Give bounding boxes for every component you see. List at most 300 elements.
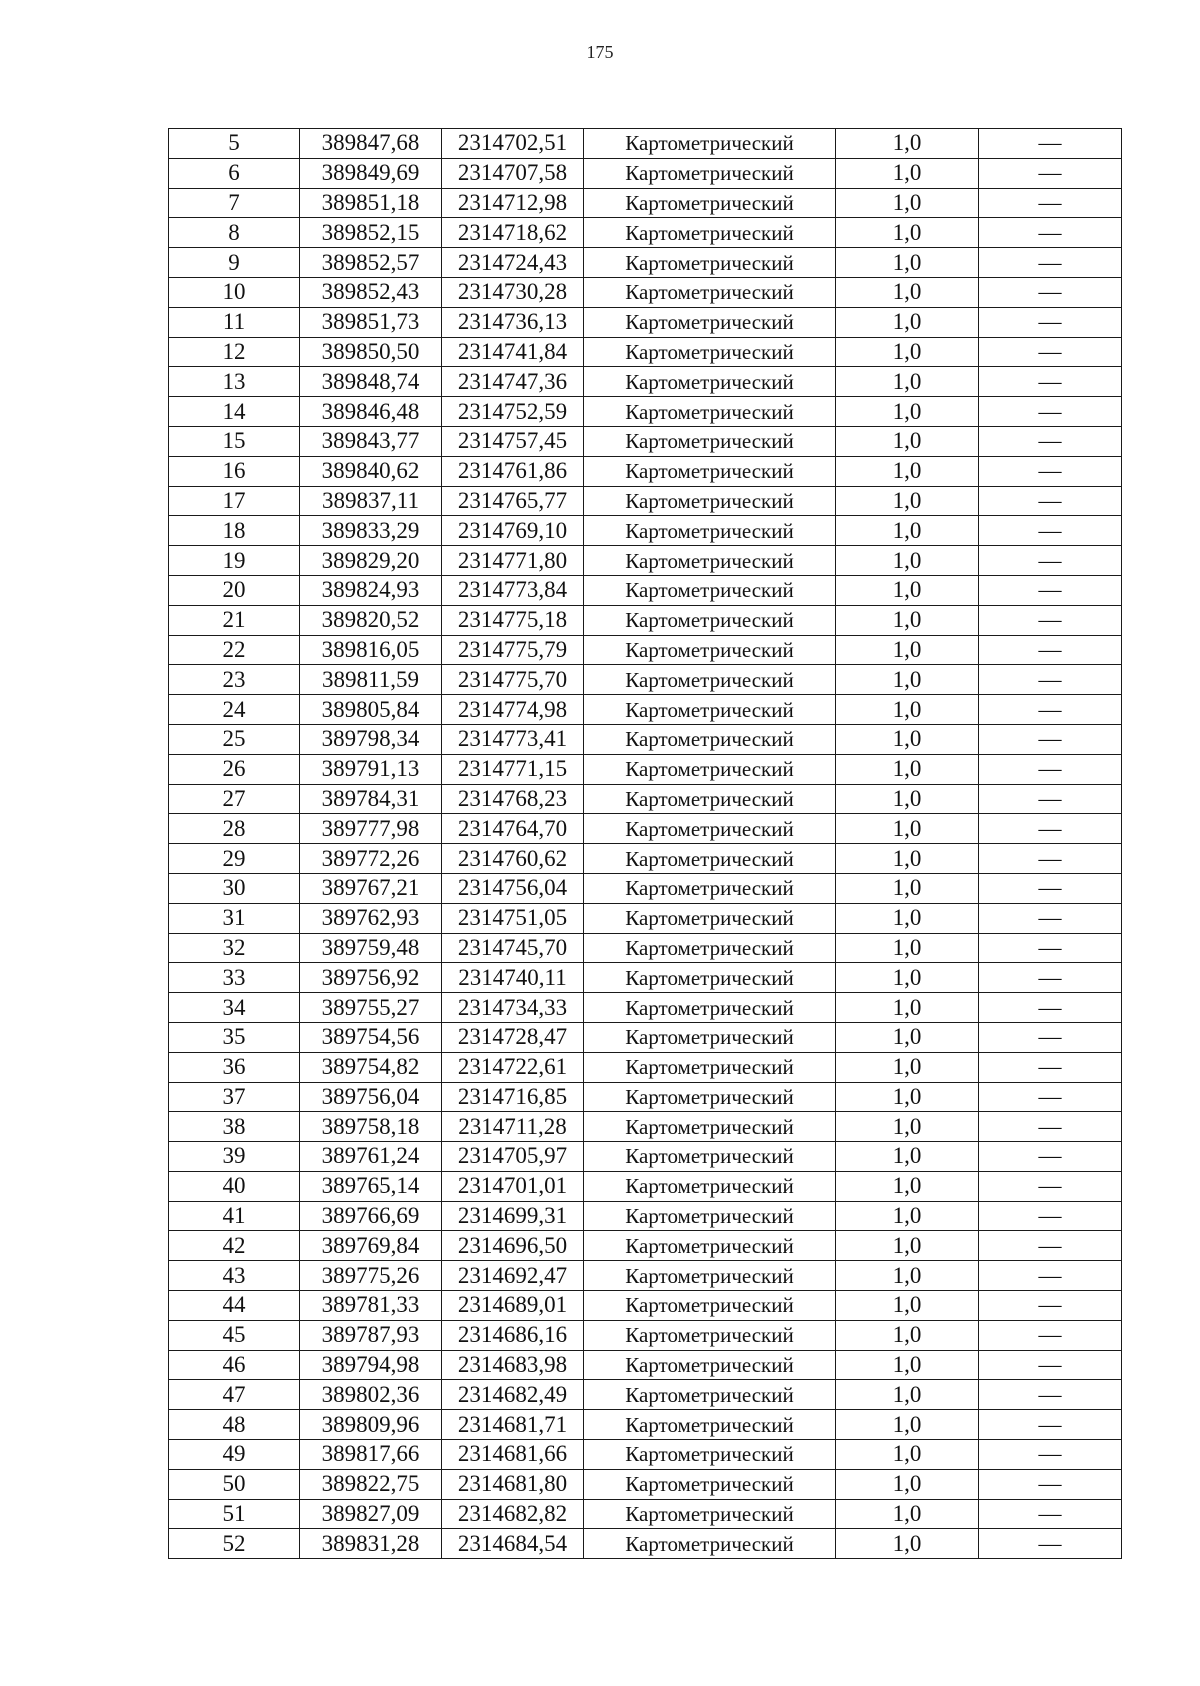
point-number-cell: 44 (169, 1291, 300, 1321)
x-coordinate-cell: 389781,33 (300, 1291, 442, 1321)
point-number-cell: 23 (169, 665, 300, 695)
method-cell: Картометрический (584, 575, 836, 605)
note-cell: — (979, 1350, 1122, 1380)
point-number-cell: 41 (169, 1201, 300, 1231)
x-coordinate-cell: 389756,92 (300, 963, 442, 993)
point-number-cell: 5 (169, 129, 300, 159)
accuracy-cell: 1,0 (836, 1052, 979, 1082)
note-cell: — (979, 367, 1122, 397)
x-coordinate-cell: 389802,36 (300, 1380, 442, 1410)
x-coordinate-cell: 389822,75 (300, 1469, 442, 1499)
method-cell: Картометрический (584, 307, 836, 337)
note-cell: — (979, 605, 1122, 635)
accuracy-cell: 1,0 (836, 873, 979, 903)
table-row (169, 635, 1122, 665)
accuracy-cell: 1,0 (836, 1261, 979, 1291)
note-cell: — (979, 1440, 1122, 1470)
note-cell: — (979, 665, 1122, 695)
x-coordinate-cell: 389848,74 (300, 367, 442, 397)
method-cell: Картометрический (584, 814, 836, 844)
accuracy-cell: 1,0 (836, 814, 979, 844)
note-cell: — (979, 397, 1122, 427)
method-cell: Картометрический (584, 844, 836, 874)
point-number-cell: 7 (169, 188, 300, 218)
note-cell: — (979, 695, 1122, 725)
y-coordinate-cell: 2314682,82 (442, 1499, 584, 1529)
table-row (169, 575, 1122, 605)
note-cell: — (979, 575, 1122, 605)
table-row (169, 1171, 1122, 1201)
accuracy-cell: 1,0 (836, 277, 979, 307)
table-row (169, 426, 1122, 456)
table-row (169, 1052, 1122, 1082)
table-row (169, 754, 1122, 784)
method-cell: Картометрический (584, 426, 836, 456)
point-number-cell: 8 (169, 218, 300, 248)
accuracy-cell: 1,0 (836, 1320, 979, 1350)
y-coordinate-cell: 2314681,71 (442, 1410, 584, 1440)
x-coordinate-cell: 389849,69 (300, 158, 442, 188)
accuracy-cell: 1,0 (836, 1082, 979, 1112)
table-row (169, 1469, 1122, 1499)
accuracy-cell: 1,0 (836, 933, 979, 963)
y-coordinate-cell: 2314681,66 (442, 1440, 584, 1470)
accuracy-cell: 1,0 (836, 456, 979, 486)
method-cell: Картометрический (584, 933, 836, 963)
x-coordinate-cell: 389791,13 (300, 754, 442, 784)
method-cell: Картометрический (584, 158, 836, 188)
point-number-cell: 51 (169, 1499, 300, 1529)
accuracy-cell: 1,0 (836, 397, 979, 427)
note-cell: — (979, 426, 1122, 456)
point-number-cell: 37 (169, 1082, 300, 1112)
point-number-cell: 34 (169, 993, 300, 1023)
point-number-cell: 25 (169, 724, 300, 754)
method-cell: Картометрический (584, 695, 836, 725)
x-coordinate-cell: 389775,26 (300, 1261, 442, 1291)
note-cell: — (979, 844, 1122, 874)
accuracy-cell: 1,0 (836, 158, 979, 188)
note-cell: — (979, 814, 1122, 844)
x-coordinate-cell: 389833,29 (300, 516, 442, 546)
note-cell: — (979, 277, 1122, 307)
point-number-cell: 46 (169, 1350, 300, 1380)
note-cell: — (979, 218, 1122, 248)
table-row (169, 605, 1122, 635)
y-coordinate-cell: 2314716,85 (442, 1082, 584, 1112)
table-row (169, 903, 1122, 933)
table-row (169, 516, 1122, 546)
note-cell: — (979, 1469, 1122, 1499)
method-cell: Картометрический (584, 665, 836, 695)
y-coordinate-cell: 2314771,15 (442, 754, 584, 784)
table-row (169, 307, 1122, 337)
x-coordinate-cell: 389756,04 (300, 1082, 442, 1112)
note-cell: — (979, 158, 1122, 188)
y-coordinate-cell: 2314747,36 (442, 367, 584, 397)
table-row (169, 1261, 1122, 1291)
accuracy-cell: 1,0 (836, 635, 979, 665)
note-cell: — (979, 963, 1122, 993)
note-cell: — (979, 307, 1122, 337)
point-number-cell: 20 (169, 575, 300, 605)
x-coordinate-cell: 389758,18 (300, 1112, 442, 1142)
x-coordinate-cell: 389831,28 (300, 1529, 442, 1559)
method-cell: Картометрический (584, 277, 836, 307)
y-coordinate-cell: 2314734,33 (442, 993, 584, 1023)
method-cell: Картометрический (584, 218, 836, 248)
table-row (169, 665, 1122, 695)
x-coordinate-cell: 389769,84 (300, 1231, 442, 1261)
table-row (169, 1022, 1122, 1052)
y-coordinate-cell: 2314730,28 (442, 277, 584, 307)
y-coordinate-cell: 2314682,49 (442, 1380, 584, 1410)
method-cell: Картометрический (584, 605, 836, 635)
table-row (169, 218, 1122, 248)
x-coordinate-cell: 389755,27 (300, 993, 442, 1023)
point-number-cell: 38 (169, 1112, 300, 1142)
x-coordinate-cell: 389829,20 (300, 546, 442, 576)
y-coordinate-cell: 2314775,18 (442, 605, 584, 635)
accuracy-cell: 1,0 (836, 307, 979, 337)
x-coordinate-cell: 389754,82 (300, 1052, 442, 1082)
x-coordinate-cell: 389805,84 (300, 695, 442, 725)
y-coordinate-cell: 2314692,47 (442, 1261, 584, 1291)
y-coordinate-cell: 2314701,01 (442, 1171, 584, 1201)
point-number-cell: 9 (169, 248, 300, 278)
y-coordinate-cell: 2314684,54 (442, 1529, 584, 1559)
method-cell: Картометрический (584, 1529, 836, 1559)
accuracy-cell: 1,0 (836, 1142, 979, 1172)
point-number-cell: 16 (169, 456, 300, 486)
method-cell: Картометрический (584, 456, 836, 486)
accuracy-cell: 1,0 (836, 1440, 979, 1470)
note-cell: — (979, 1052, 1122, 1082)
table-row (169, 1142, 1122, 1172)
x-coordinate-cell: 389766,69 (300, 1201, 442, 1231)
method-cell: Картометрический (584, 1350, 836, 1380)
y-coordinate-cell: 2314705,97 (442, 1142, 584, 1172)
note-cell: — (979, 1171, 1122, 1201)
table-row (169, 1529, 1122, 1559)
table-row (169, 486, 1122, 516)
point-number-cell: 36 (169, 1052, 300, 1082)
method-cell: Картометрический (584, 1291, 836, 1321)
table-row (169, 963, 1122, 993)
y-coordinate-cell: 2314681,80 (442, 1469, 584, 1499)
table-row (169, 844, 1122, 874)
note-cell: — (979, 993, 1122, 1023)
method-cell: Картометрический (584, 903, 836, 933)
method-cell: Картометрический (584, 1171, 836, 1201)
note-cell: — (979, 337, 1122, 367)
y-coordinate-cell: 2314689,01 (442, 1291, 584, 1321)
x-coordinate-cell: 389767,21 (300, 873, 442, 903)
x-coordinate-cell: 389847,68 (300, 129, 442, 159)
y-coordinate-cell: 2314774,98 (442, 695, 584, 725)
coordinates-table (168, 128, 1122, 1559)
method-cell: Картометрический (584, 337, 836, 367)
method-cell: Картометрический (584, 1410, 836, 1440)
table-row (169, 367, 1122, 397)
note-cell: — (979, 1082, 1122, 1112)
x-coordinate-cell: 389794,98 (300, 1350, 442, 1380)
table-row (169, 158, 1122, 188)
accuracy-cell: 1,0 (836, 1380, 979, 1410)
method-cell: Картометрический (584, 516, 836, 546)
point-number-cell: 13 (169, 367, 300, 397)
x-coordinate-cell: 389837,11 (300, 486, 442, 516)
table-row (169, 277, 1122, 307)
accuracy-cell: 1,0 (836, 218, 979, 248)
method-cell: Картометрический (584, 873, 836, 903)
x-coordinate-cell: 389765,14 (300, 1171, 442, 1201)
method-cell: Картометрический (584, 993, 836, 1023)
x-coordinate-cell: 389809,96 (300, 1410, 442, 1440)
x-coordinate-cell: 389772,26 (300, 844, 442, 874)
y-coordinate-cell: 2314761,86 (442, 456, 584, 486)
x-coordinate-cell: 389817,66 (300, 1440, 442, 1470)
accuracy-cell: 1,0 (836, 993, 979, 1023)
y-coordinate-cell: 2314757,45 (442, 426, 584, 456)
point-number-cell: 45 (169, 1320, 300, 1350)
y-coordinate-cell: 2314752,59 (442, 397, 584, 427)
table-row (169, 784, 1122, 814)
point-number-cell: 31 (169, 903, 300, 933)
point-number-cell: 43 (169, 1261, 300, 1291)
x-coordinate-cell: 389762,93 (300, 903, 442, 933)
y-coordinate-cell: 2314773,41 (442, 724, 584, 754)
accuracy-cell: 1,0 (836, 1529, 979, 1559)
point-number-cell: 15 (169, 426, 300, 456)
y-coordinate-cell: 2314775,79 (442, 635, 584, 665)
note-cell: — (979, 754, 1122, 784)
method-cell: Картометрический (584, 1231, 836, 1261)
accuracy-cell: 1,0 (836, 1350, 979, 1380)
y-coordinate-cell: 2314771,80 (442, 546, 584, 576)
x-coordinate-cell: 389852,15 (300, 218, 442, 248)
x-coordinate-cell: 389759,48 (300, 933, 442, 963)
table-row (169, 873, 1122, 903)
table-row (169, 1112, 1122, 1142)
point-number-cell: 49 (169, 1440, 300, 1470)
x-coordinate-cell: 389787,93 (300, 1320, 442, 1350)
point-number-cell: 50 (169, 1469, 300, 1499)
x-coordinate-cell: 389816,05 (300, 635, 442, 665)
note-cell: — (979, 873, 1122, 903)
accuracy-cell: 1,0 (836, 1112, 979, 1142)
method-cell: Картометрический (584, 1469, 836, 1499)
method-cell: Картометрический (584, 397, 836, 427)
note-cell: — (979, 933, 1122, 963)
accuracy-cell: 1,0 (836, 486, 979, 516)
y-coordinate-cell: 2314745,70 (442, 933, 584, 963)
y-coordinate-cell: 2314722,61 (442, 1052, 584, 1082)
note-cell: — (979, 486, 1122, 516)
y-coordinate-cell: 2314764,70 (442, 814, 584, 844)
method-cell: Картометрический (584, 486, 836, 516)
table-row (169, 1231, 1122, 1261)
x-coordinate-cell: 389798,34 (300, 724, 442, 754)
method-cell: Картометрический (584, 1022, 836, 1052)
note-cell: — (979, 1201, 1122, 1231)
y-coordinate-cell: 2314736,13 (442, 307, 584, 337)
method-cell: Картометрический (584, 367, 836, 397)
y-coordinate-cell: 2314712,98 (442, 188, 584, 218)
accuracy-cell: 1,0 (836, 724, 979, 754)
table-row (169, 1291, 1122, 1321)
point-number-cell: 18 (169, 516, 300, 546)
x-coordinate-cell: 389784,31 (300, 784, 442, 814)
accuracy-cell: 1,0 (836, 248, 979, 278)
note-cell: — (979, 546, 1122, 576)
note-cell: — (979, 1320, 1122, 1350)
accuracy-cell: 1,0 (836, 1499, 979, 1529)
method-cell: Картометрический (584, 1201, 836, 1231)
y-coordinate-cell: 2314686,16 (442, 1320, 584, 1350)
note-cell: — (979, 1380, 1122, 1410)
point-number-cell: 29 (169, 844, 300, 874)
point-number-cell: 35 (169, 1022, 300, 1052)
table-row (169, 397, 1122, 427)
accuracy-cell: 1,0 (836, 1171, 979, 1201)
table-row (169, 546, 1122, 576)
point-number-cell: 33 (169, 963, 300, 993)
note-cell: — (979, 1261, 1122, 1291)
note-cell: — (979, 188, 1122, 218)
note-cell: — (979, 129, 1122, 159)
x-coordinate-cell: 389852,57 (300, 248, 442, 278)
x-coordinate-cell: 389811,59 (300, 665, 442, 695)
table-row (169, 814, 1122, 844)
note-cell: — (979, 1291, 1122, 1321)
y-coordinate-cell: 2314724,43 (442, 248, 584, 278)
accuracy-cell: 1,0 (836, 1410, 979, 1440)
accuracy-cell: 1,0 (836, 903, 979, 933)
point-number-cell: 12 (169, 337, 300, 367)
note-cell: — (979, 1112, 1122, 1142)
note-cell: — (979, 516, 1122, 546)
x-coordinate-cell: 389827,09 (300, 1499, 442, 1529)
y-coordinate-cell: 2314765,77 (442, 486, 584, 516)
y-coordinate-cell: 2314773,84 (442, 575, 584, 605)
table-row (169, 1201, 1122, 1231)
table-row (169, 933, 1122, 963)
point-number-cell: 22 (169, 635, 300, 665)
point-number-cell: 39 (169, 1142, 300, 1172)
table-row (169, 1320, 1122, 1350)
x-coordinate-cell: 389754,56 (300, 1022, 442, 1052)
method-cell: Картометрический (584, 1112, 836, 1142)
y-coordinate-cell: 2314756,04 (442, 873, 584, 903)
y-coordinate-cell: 2314741,84 (442, 337, 584, 367)
table-row (169, 695, 1122, 725)
note-cell: — (979, 724, 1122, 754)
accuracy-cell: 1,0 (836, 695, 979, 725)
method-cell: Картометрический (584, 1261, 836, 1291)
y-coordinate-cell: 2314702,51 (442, 129, 584, 159)
table-row (169, 1350, 1122, 1380)
point-number-cell: 32 (169, 933, 300, 963)
accuracy-cell: 1,0 (836, 516, 979, 546)
point-number-cell: 14 (169, 397, 300, 427)
table-row (169, 1082, 1122, 1112)
x-coordinate-cell: 389840,62 (300, 456, 442, 486)
accuracy-cell: 1,0 (836, 546, 979, 576)
x-coordinate-cell: 389846,48 (300, 397, 442, 427)
table-row (169, 1410, 1122, 1440)
method-cell: Картометрический (584, 754, 836, 784)
y-coordinate-cell: 2314718,62 (442, 218, 584, 248)
accuracy-cell: 1,0 (836, 1231, 979, 1261)
method-cell: Картометрический (584, 1142, 836, 1172)
point-number-cell: 19 (169, 546, 300, 576)
x-coordinate-cell: 389777,98 (300, 814, 442, 844)
accuracy-cell: 1,0 (836, 665, 979, 695)
x-coordinate-cell: 389850,50 (300, 337, 442, 367)
point-number-cell: 24 (169, 695, 300, 725)
method-cell: Картометрический (584, 1440, 836, 1470)
method-cell: Картометрический (584, 129, 836, 159)
table-row (169, 1499, 1122, 1529)
y-coordinate-cell: 2314760,62 (442, 844, 584, 874)
point-number-cell: 30 (169, 873, 300, 903)
method-cell: Картометрический (584, 635, 836, 665)
method-cell: Картометрический (584, 724, 836, 754)
note-cell: — (979, 1410, 1122, 1440)
y-coordinate-cell: 2314699,31 (442, 1201, 584, 1231)
accuracy-cell: 1,0 (836, 784, 979, 814)
coordinates-table-body (169, 129, 1122, 1559)
method-cell: Картометрический (584, 248, 836, 278)
x-coordinate-cell: 389820,52 (300, 605, 442, 635)
accuracy-cell: 1,0 (836, 337, 979, 367)
point-number-cell: 11 (169, 307, 300, 337)
method-cell: Картометрический (584, 784, 836, 814)
x-coordinate-cell: 389761,24 (300, 1142, 442, 1172)
point-number-cell: 42 (169, 1231, 300, 1261)
page-number: 175 (586, 42, 614, 62)
point-number-cell: 21 (169, 605, 300, 635)
note-cell: — (979, 903, 1122, 933)
accuracy-cell: 1,0 (836, 367, 979, 397)
y-coordinate-cell: 2314751,05 (442, 903, 584, 933)
table-row (169, 1380, 1122, 1410)
accuracy-cell: 1,0 (836, 963, 979, 993)
point-number-cell: 10 (169, 277, 300, 307)
y-coordinate-cell: 2314768,23 (442, 784, 584, 814)
point-number-cell: 6 (169, 158, 300, 188)
method-cell: Картометрический (584, 1052, 836, 1082)
note-cell: — (979, 248, 1122, 278)
table-row (169, 337, 1122, 367)
note-cell: — (979, 635, 1122, 665)
point-number-cell: 47 (169, 1380, 300, 1410)
table-row (169, 724, 1122, 754)
table-row (169, 129, 1122, 159)
y-coordinate-cell: 2314728,47 (442, 1022, 584, 1052)
accuracy-cell: 1,0 (836, 1291, 979, 1321)
method-cell: Картометрический (584, 1320, 836, 1350)
method-cell: Картометрический (584, 1082, 836, 1112)
method-cell: Картометрический (584, 963, 836, 993)
method-cell: Картометрический (584, 546, 836, 576)
point-number-cell: 40 (169, 1171, 300, 1201)
y-coordinate-cell: 2314696,50 (442, 1231, 584, 1261)
point-number-cell: 28 (169, 814, 300, 844)
point-number-cell: 17 (169, 486, 300, 516)
method-cell: Картометрический (584, 1380, 836, 1410)
